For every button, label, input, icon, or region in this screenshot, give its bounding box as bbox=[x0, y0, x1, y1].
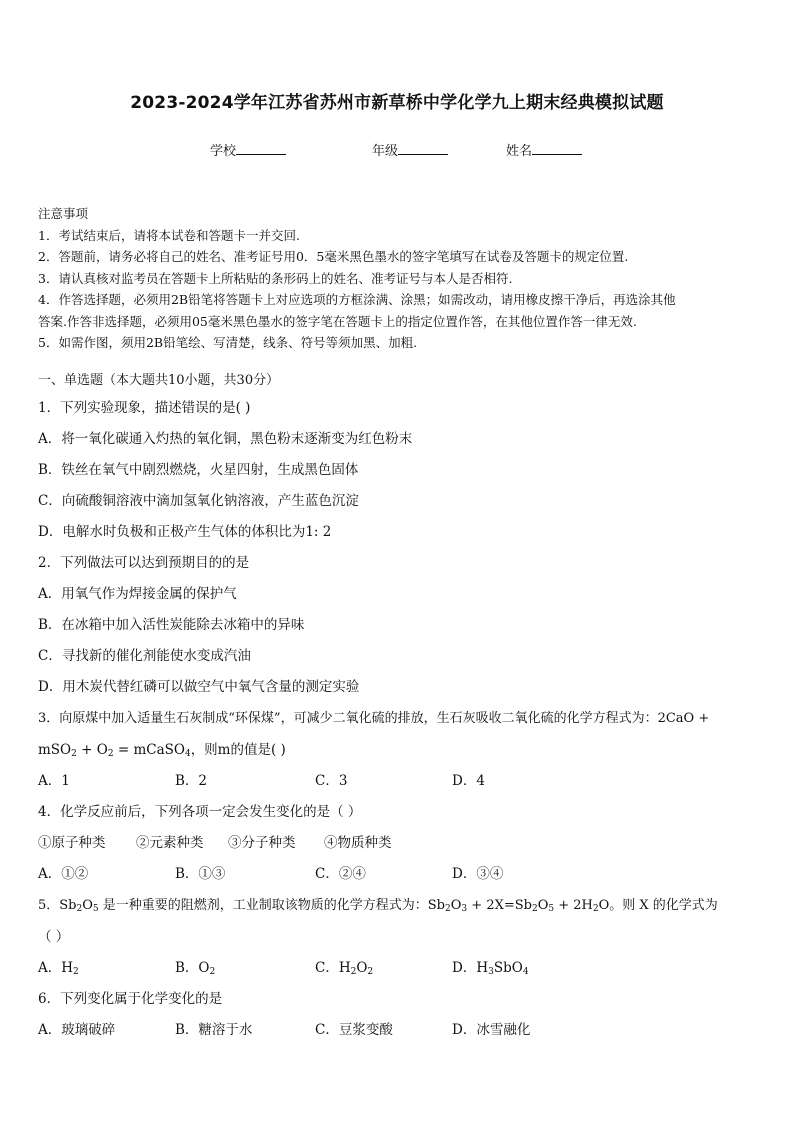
stem-sub: 2 bbox=[592, 904, 599, 914]
question-5-stem bbox=[38, 894, 762, 914]
school-field bbox=[210, 140, 286, 159]
opt-sub: 3 bbox=[488, 967, 494, 977]
opt-text: A．H bbox=[38, 960, 74, 976]
question-3-options bbox=[38, 769, 762, 789]
note-item: 答案.作答非选择题，必须用05毫米黑色墨水的签字笔在答题卡上的指定位置作答，在其他位置作答一律无效. bbox=[38, 313, 637, 329]
question-6-options bbox=[38, 1018, 762, 1038]
section-title: 一、单选题（本大题共10小题，共30分） bbox=[38, 373, 280, 388]
question-2-option-a: A．用氧气作为焊接金属的保护气 bbox=[38, 586, 237, 602]
opt-text: B．O bbox=[175, 960, 210, 976]
option-d: D．4 bbox=[452, 773, 485, 789]
option-c bbox=[315, 956, 373, 977]
stem-sub: 2 bbox=[531, 904, 538, 914]
eq-part: ，则m的值是( ) bbox=[190, 742, 286, 758]
opt-text: O bbox=[356, 960, 368, 976]
question-1-option-d: D．电解水时负极和正极产生气体的体积比为1: 2 bbox=[38, 524, 332, 540]
page-title: 2023-2024学年江苏省苏州市新草桥中学化学九上期末经典模拟试题 bbox=[130, 93, 664, 113]
stem-part: + 2X=Sb bbox=[467, 898, 532, 913]
grade-blank bbox=[398, 142, 448, 155]
option-c: C．②④ bbox=[315, 866, 366, 882]
question-2-stem: 2．下列做法可以达到预期目的的是 bbox=[38, 555, 250, 571]
question-5-options bbox=[38, 956, 762, 976]
opt-sub: 2 bbox=[367, 967, 374, 977]
option-a: A．玻璃破碎 bbox=[38, 1022, 116, 1038]
option-c: C．3 bbox=[315, 773, 348, 789]
option-d: D．冰雪融化 bbox=[452, 1022, 531, 1038]
item-4: ④物质种类 bbox=[324, 835, 392, 851]
item-3: ③分子种类 bbox=[228, 835, 296, 851]
eq-sub: 4 bbox=[184, 749, 191, 759]
stem-part: O bbox=[537, 898, 549, 913]
stem-part: 是一种重要的阻燃剂，工业制取该物质的化学方程式为：Sb bbox=[98, 898, 446, 913]
opt-sub: 2 bbox=[209, 967, 216, 977]
notes-block bbox=[38, 203, 762, 354]
stem-sub: 2 bbox=[445, 904, 451, 914]
opt-text: D．H bbox=[452, 960, 489, 976]
opt-text: C．H bbox=[315, 960, 351, 976]
name-label: 姓名 bbox=[506, 144, 533, 159]
stem-part: O bbox=[450, 898, 462, 913]
question-2-option-b: B．在冰箱中加入活性炭能除去冰箱中的异味 bbox=[38, 617, 305, 633]
note-item: 3．请认真核对监考员在答题卡上所粘贴的条形码上的姓名、准考证号与本人是否相符. bbox=[38, 270, 513, 286]
option-d bbox=[452, 956, 529, 977]
option-a: A．1 bbox=[38, 773, 70, 789]
opt-sub: 4 bbox=[522, 967, 529, 977]
eq-sub: 2 bbox=[107, 749, 114, 759]
option-b: B．①③ bbox=[175, 866, 226, 882]
question-3-equation bbox=[38, 738, 762, 759]
note-item: 4．作答选择题，必须用2B铅笔将答题卡上对应选项的方框涂满、涂黑；如需改动，请用橡皮擦干净后，再选涂其他 bbox=[38, 292, 676, 307]
name-field bbox=[506, 140, 582, 159]
note-item: 1．考试结束后，请将本试卷和答题卡一并交回. bbox=[38, 227, 300, 243]
stem-sub: 2 bbox=[76, 904, 83, 914]
question-2-option-d: D．用木炭代替红磷可以做空气中氧气含量的测定实验 bbox=[38, 679, 360, 695]
stem-sub: 5 bbox=[548, 904, 555, 914]
school-label: 学校 bbox=[210, 144, 237, 159]
opt-sub: 2 bbox=[350, 967, 357, 977]
notes-heading: 注意事项 bbox=[38, 206, 89, 221]
question-1-option-b: B．铁丝在氧气中剧烈燃烧，火星四射，生成黑色固体 bbox=[38, 462, 359, 478]
option-d: D．③④ bbox=[452, 866, 504, 882]
grade-field bbox=[372, 140, 448, 159]
eq-part: + O bbox=[76, 742, 108, 758]
question-4-stem: 4．化学反应前后，下列各项一定会发生变化的是（ ） bbox=[38, 804, 362, 820]
note-item: 5．如需作图，须用2B铅笔绘、写清楚，线条、符号等须加黑、加粗. bbox=[38, 335, 418, 350]
question-3-stem: 3．向原煤中加入适量生石灰制成“环保煤”，可减少二氧化硫的排放，生石灰吸收二氧化硫的化学方程式为：2CaO + bbox=[38, 711, 710, 726]
item-2: ②元素种类 bbox=[136, 835, 204, 851]
grade-label: 年级 bbox=[372, 144, 399, 159]
stem-part: + 2H bbox=[554, 898, 593, 913]
stem-sub: 5 bbox=[92, 904, 99, 914]
stem-part: 5．Sb bbox=[38, 898, 77, 913]
option-c: C．豆浆变酸 bbox=[315, 1022, 393, 1038]
question-1-option-a: A．将一氧化碳通入灼热的氧化铜，黑色粉末逐渐变为红色粉末 bbox=[38, 431, 413, 447]
question-1-option-c: C．向硫酸铜溶液中滴加氢氧化钠溶液，产生蓝色沉淀 bbox=[38, 493, 359, 509]
stem-sub: 3 bbox=[461, 904, 468, 914]
option-b bbox=[175, 956, 215, 977]
eq-sub: 2 bbox=[71, 749, 77, 759]
question-1-stem: 1．下列实验现象，描述错误的是( ) bbox=[38, 400, 251, 416]
item-1: ①原子种类 bbox=[38, 835, 106, 851]
question-6-stem: 6．下列变化属于化学变化的是 bbox=[38, 991, 223, 1007]
note-item: 2．答题前，请务必将自己的姓名、准考证号用0．5毫米黑色墨水的签字笔填写在试卷及答题卡的规定位置. bbox=[38, 249, 629, 264]
question-4-options bbox=[38, 862, 762, 882]
name-blank bbox=[532, 142, 582, 155]
eq-part: = mCaSO bbox=[113, 742, 185, 758]
option-b: B．2 bbox=[175, 773, 208, 789]
opt-text: SbO bbox=[493, 960, 523, 976]
question-2-option-c: C．寻找新的催化剂能使水变成汽油 bbox=[38, 648, 251, 664]
option-b: B．糖溶于水 bbox=[175, 1022, 253, 1038]
option-a: A．①② bbox=[38, 866, 89, 882]
question-5-blank: （ ） bbox=[38, 929, 70, 945]
school-blank bbox=[236, 142, 286, 155]
opt-sub: 2 bbox=[73, 967, 79, 977]
eq-part: mSO bbox=[38, 742, 72, 758]
stem-part: O bbox=[82, 898, 93, 913]
question-4-items bbox=[38, 831, 762, 851]
option-a bbox=[38, 956, 79, 977]
stem-part: O。则 X 的化学式为 bbox=[598, 898, 718, 913]
